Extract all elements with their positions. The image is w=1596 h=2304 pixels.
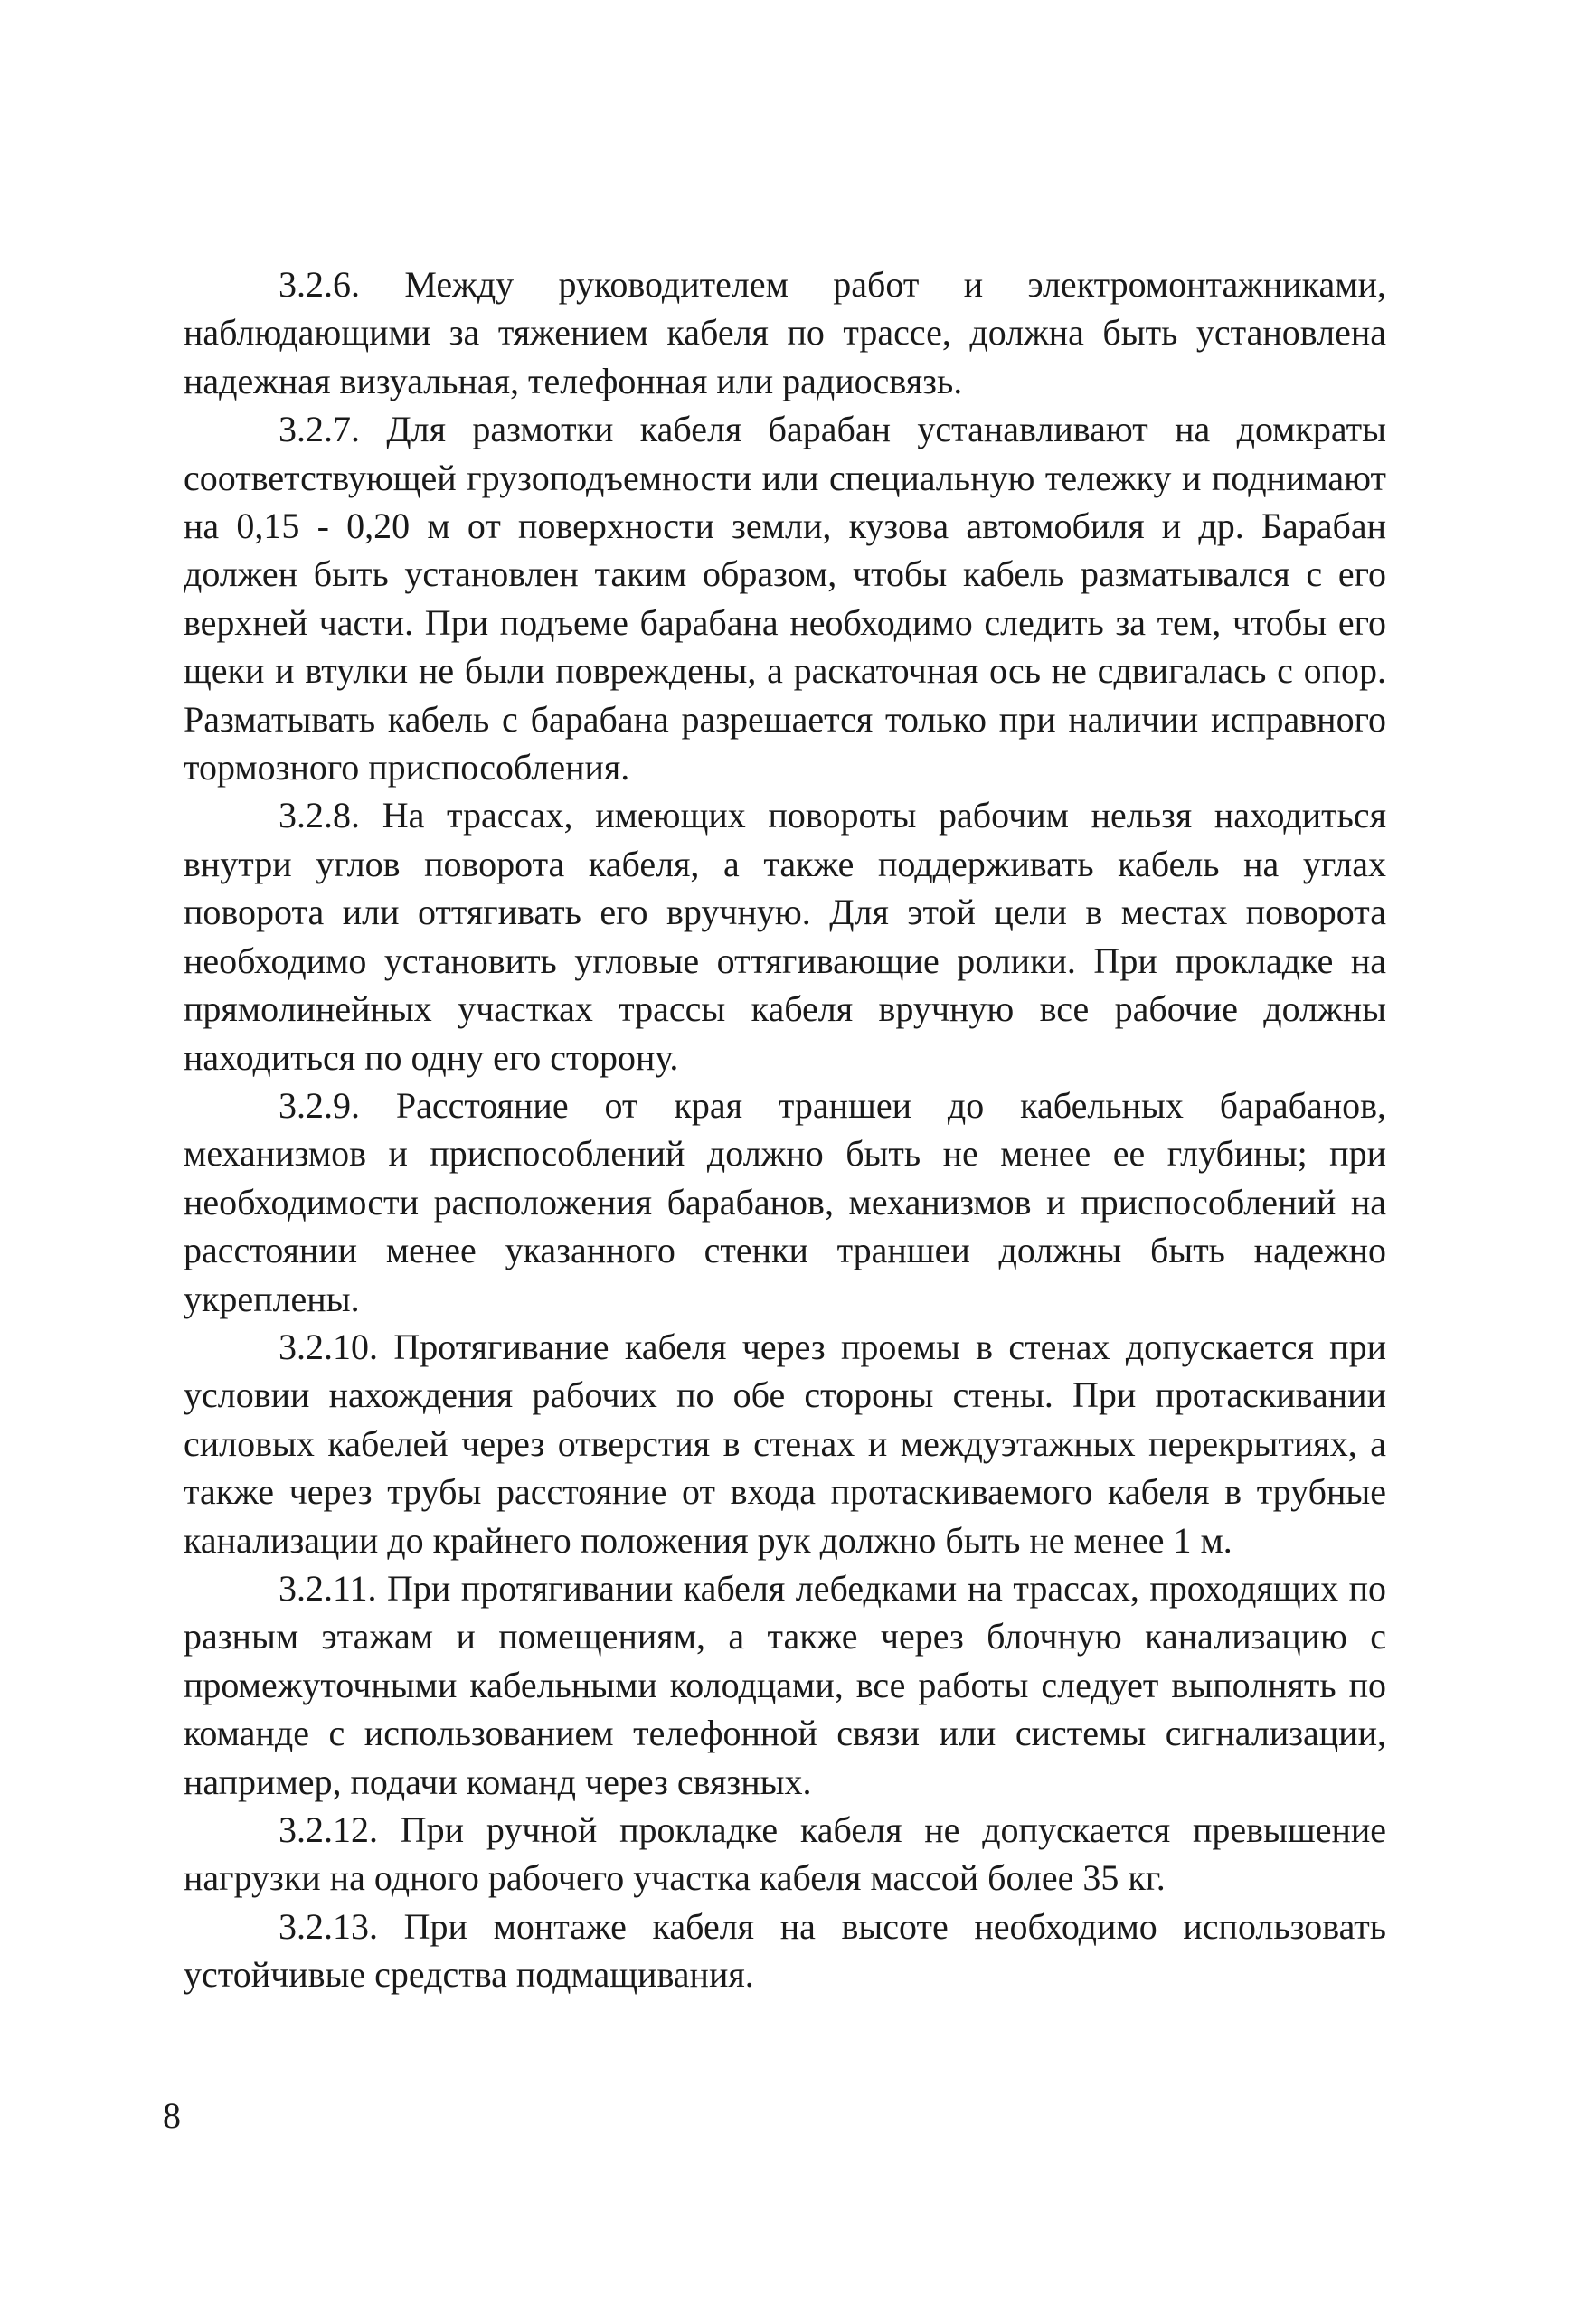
paragraph-text: Расстояние от края траншеи до кабельных барабанов, механизмов и приспособлений должно быть не менее ее глубины; при необходимости расположения барабанов, механизмов и приспособлений на расстоянии менее указанного стенки траншеи должны быть надежно укреплены.	[184, 1084, 1386, 1319]
paragraph-3-2-6	[184, 260, 1386, 405]
paragraph-text: Для размотки кабеля барабан устанавливают на домкраты соответствующей грузоподъемности или специальную тележку и поднимают на 0,15 - 0,20 м от поверхности земли, кузова автомобиля и др. Барабан должен быть установлен таким образом, чтобы кабель разматывался с его верхней части. При подъеме барабана необходимо следить за тем, чтобы его щеки и втулки не были повреждены, а раскаточная ось не сдвигалась с опор. Разматывать кабель с барабана разрешается только при наличии исправного тормозного приспособления.	[184, 409, 1387, 788]
paragraph-3-2-9	[184, 1081, 1386, 1323]
paragraph-3-2-8	[184, 791, 1386, 1081]
paragraph-text: Протягивание кабеля через проемы в стенах допускается при условии нахождения рабочих по обе стороны стены. При протаскивании силовых кабелей через отверстия в стенах и междуэтажных перекрытиях, а также через трубы расстояние от входа протаскиваемого кабеля в трубные канализации до крайнего положения рук должно быть не менее 1 м.	[184, 1326, 1386, 1561]
paragraph-3-2-13	[184, 1903, 1386, 1999]
paragraph-text: При монтаже кабеля на высоте необходимо использовать устойчивые средства подмащивания.	[184, 1905, 1387, 1996]
paragraph-3-2-7	[184, 405, 1386, 791]
paragraph-number: 3.2.8.	[279, 795, 360, 836]
paragraph-3-2-10	[184, 1323, 1386, 1564]
paragraph-number: 3.2.9.	[279, 1084, 360, 1126]
paragraph-number: 3.2.11.	[279, 1567, 377, 1609]
paragraph-number: 3.2.12.	[279, 1809, 378, 1850]
paragraph-text: Между руководителем работ и электромонтажниками, наблюдающими за тяжением кабеля по трассе, должна быть установлена надежная визуальная, телефонная или радиосвязь.	[184, 264, 1386, 401]
paragraph-text: При протягивании кабеля лебедками на трассах, проходящих по разным этажам и помещениям, а также через блочную канализацию с промежуточными кабельными колодцами, все работы следует выполнять по команде с использованием телефонной связи или системы сигнализации, например, подачи команд через связных.	[184, 1567, 1387, 1802]
paragraph-number: 3.2.7.	[279, 409, 360, 450]
paragraph-number: 3.2.13.	[279, 1905, 378, 1947]
page-number: 8	[163, 2095, 181, 2136]
paragraph-text: На трассах, имеющих повороты рабочим нельзя находиться внутри углов поворота кабеля, а также поддерживать кабель на углах поворота или оттягивать его вручную. Для этой цели в местах поворота необходимо установить угловые оттягивающие ролики. При прокладке на прямолинейных участках трассы кабеля вручную все рабочие должны находиться по одну его сторону.	[184, 795, 1387, 1078]
paragraph-number: 3.2.6.	[279, 264, 360, 305]
paragraph-text: При ручной прокладке кабеля не допускается превышение нагрузки на одного рабочего участка кабеля массой более 35 кг.	[184, 1809, 1387, 1899]
paragraph-3-2-12	[184, 1806, 1386, 1903]
paragraph-number: 3.2.10.	[279, 1326, 378, 1367]
document-body	[184, 260, 1386, 1999]
paragraph-3-2-11	[184, 1564, 1386, 1806]
